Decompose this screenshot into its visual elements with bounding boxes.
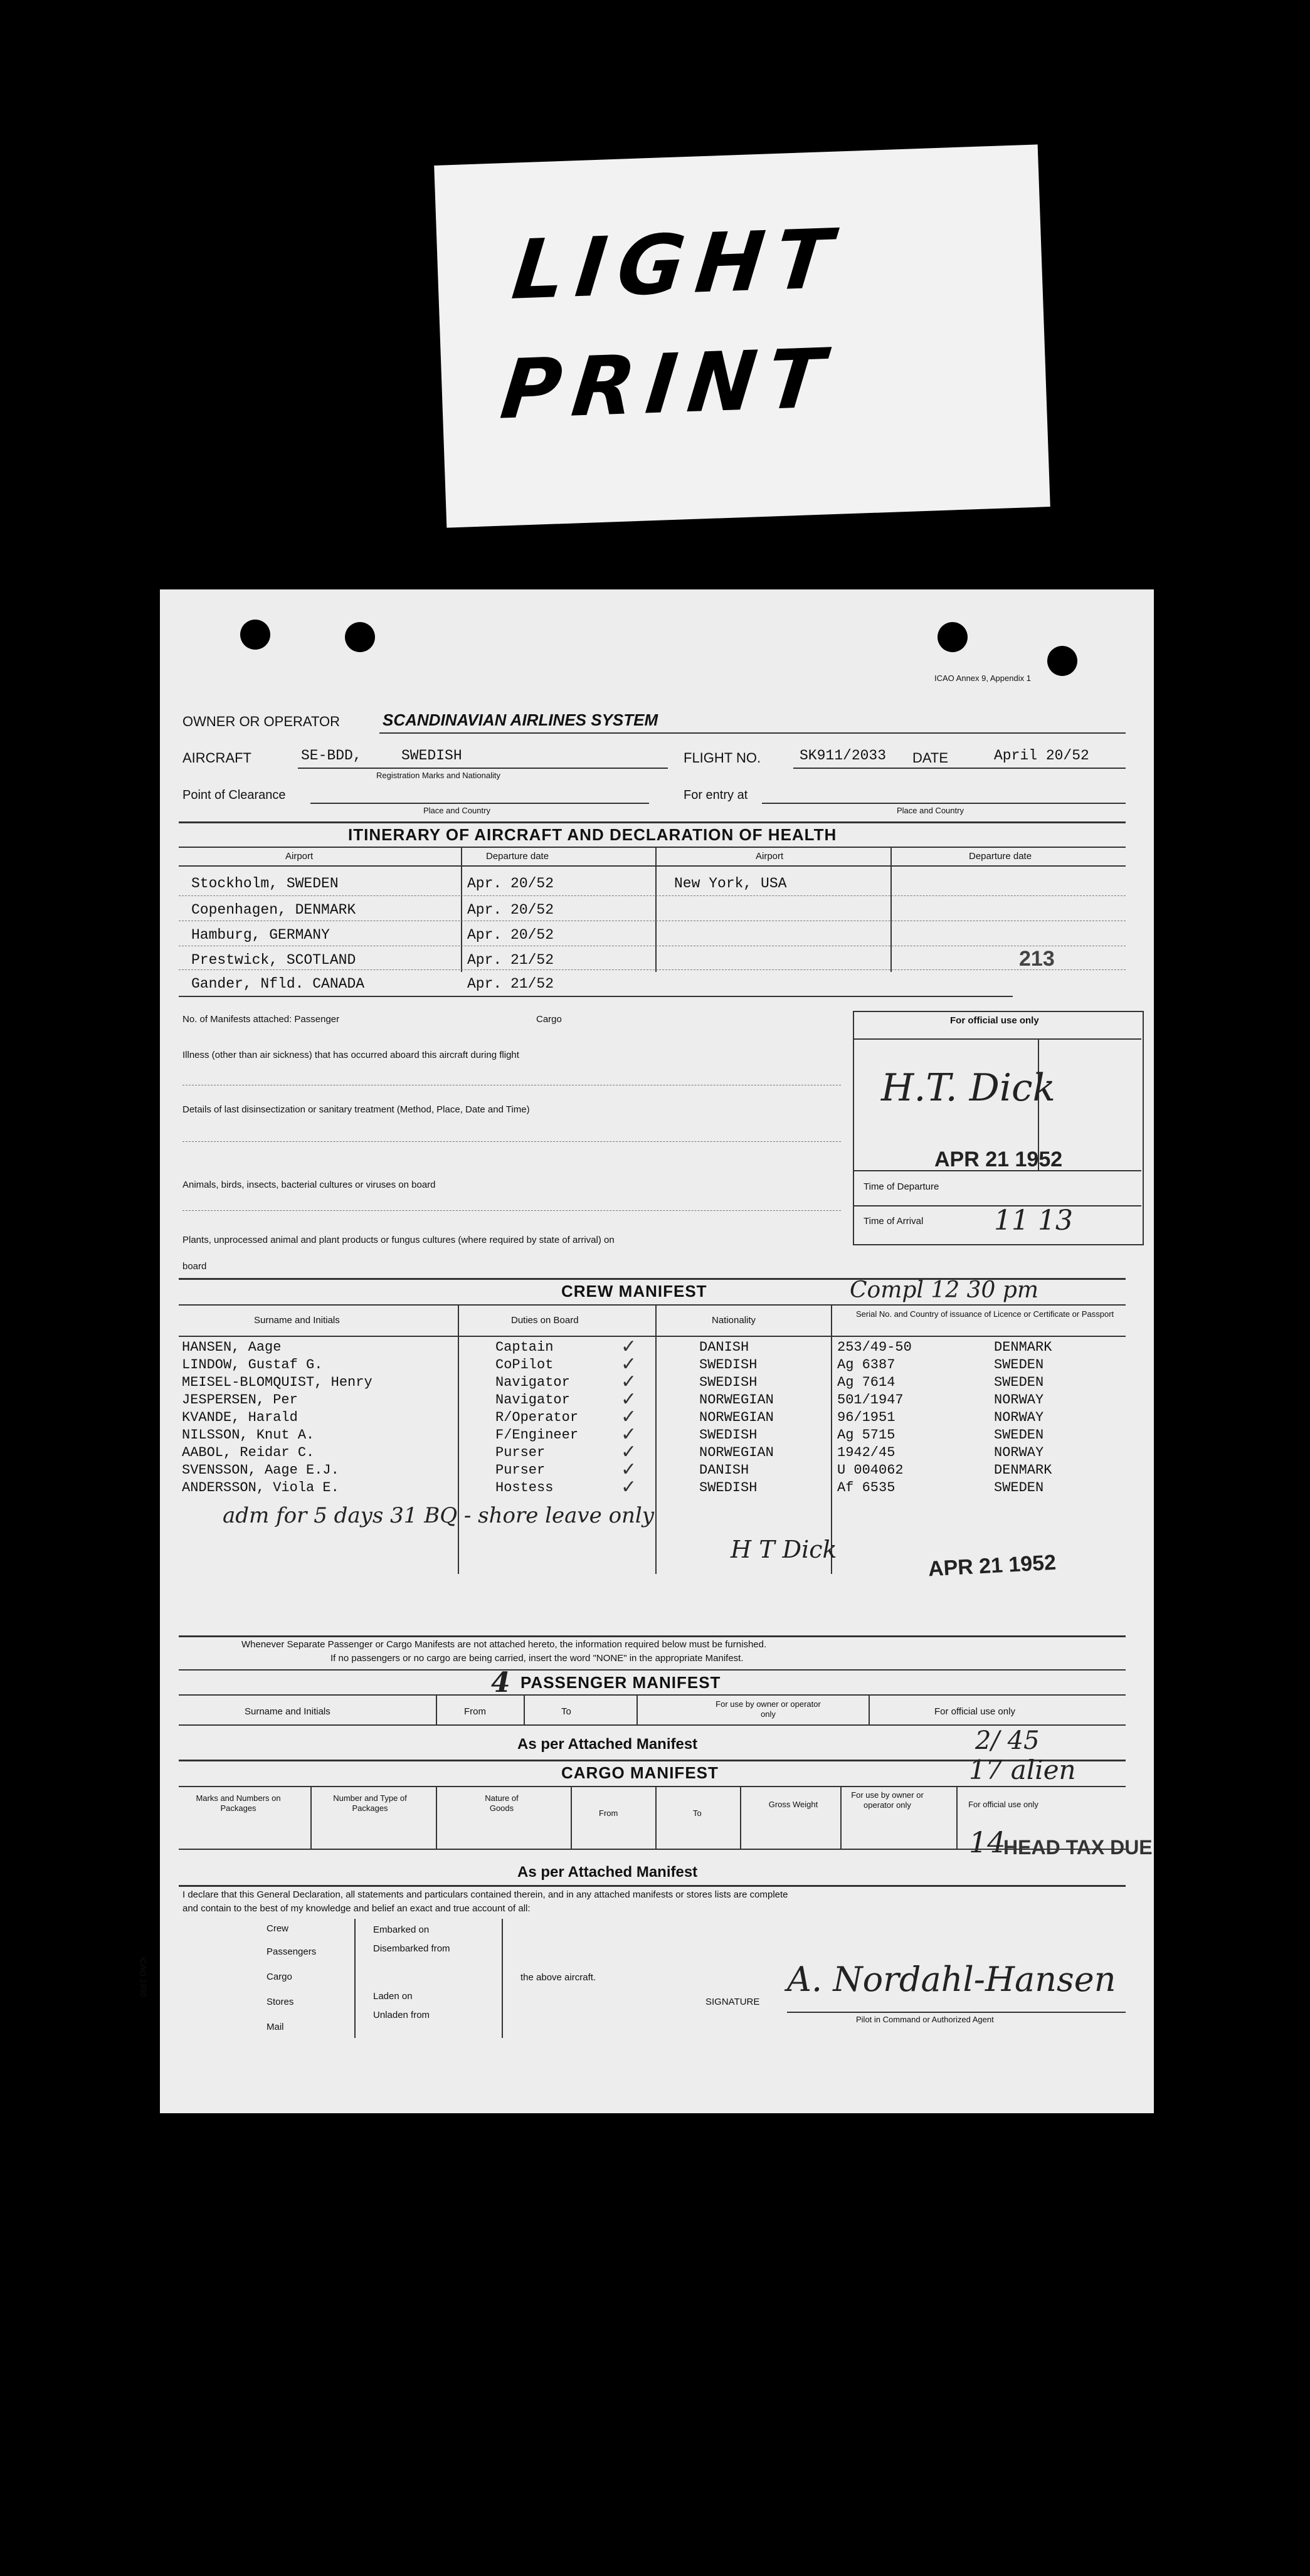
crew-nationality: NORWEGIAN [699,1392,774,1408]
crew-name: ANDERSSON, Viola E. [182,1480,339,1496]
itin-number: 213 [1019,947,1055,971]
itinerary-title: ITINERARY OF AIRCRAFT AND DECLARATION OF HEALTH [348,825,837,844]
rule [179,847,1126,848]
crew-country: NORWAY [994,1410,1044,1425]
decl-above-aircraft: the above aircraft. [520,1972,596,1983]
rule [179,821,1126,823]
pax-header-name: Surname and Initials [245,1706,330,1717]
crew-country: SWEDEN [994,1375,1044,1390]
card-line-2: PRINT [496,330,840,438]
rule [179,1669,1126,1671]
declaration-text-2: and contain to the best of my knowledge and belief an exact and true account of all: [182,1903,531,1914]
check-mark: ✓ [621,1389,637,1410]
crew-name: KVANDE, Harald [182,1410,298,1425]
itin-airport: Prestwick, SCOTLAND [191,952,356,968]
crew-header-name: Surname and Initials [254,1315,340,1326]
board-label: board [182,1261,207,1272]
punch-hole [240,620,270,650]
crew-nationality: DANISH [699,1339,749,1355]
rule [310,803,649,804]
decl-embarked: Embarked on [373,1924,430,1935]
date-value: April 20/52 [994,747,1089,764]
crew-country: SWEDEN [994,1480,1044,1496]
crew-serial: U 004062 [837,1462,904,1478]
crew-country: NORWAY [994,1392,1044,1408]
rule [740,1786,741,1849]
rule [853,1038,1141,1040]
decl-cargo: Cargo [267,1972,292,1982]
rule [890,847,892,972]
decl-crew: Crew [267,1923,289,1934]
pax-header-to: To [561,1706,571,1717]
place-caption-2: Place and Country [897,806,964,815]
rule [853,1170,1141,1171]
rule [298,768,668,769]
crew-duty: Captain [495,1339,554,1355]
cargo-header-weight: Gross Weight [768,1800,818,1809]
official-label: For official use only [950,1015,1039,1026]
punch-hole [1047,646,1077,676]
owner-label: OWNER OR OPERATOR [182,714,340,729]
itin-airport: Hamburg, GERMANY [191,927,330,943]
crew-name: LINDOW, Gustaf G. [182,1357,323,1373]
arrival-stamp: APR 21 1952 [934,1148,1063,1171]
card-line-1: LIGHT [508,211,848,319]
time-arrival-label: Time of Arrival [864,1216,924,1227]
rule [179,1336,1126,1337]
rule [458,1304,459,1574]
itin-airport: Gander, Nfld. CANADA [191,976,365,992]
rule [179,1724,1126,1726]
itin-date: Apr. 21/52 [467,976,554,992]
crew-nationality: SWEDISH [699,1357,758,1373]
cargo-title: CARGO MANIFEST [561,1763,719,1782]
decl-mail: Mail [267,2022,284,2032]
pilot-caption: Pilot in Command or Authorized Agent [856,2015,994,2024]
check-mark: ✓ [621,1407,637,1427]
rule [179,1786,1126,1787]
crew-name: HANSEN, Aage [182,1339,282,1355]
whenever-note-2: If no passengers or no cargo are being carried, insert the word "NONE" in the appropriate Manifest. [330,1653,744,1664]
cargo-header-marks: Marks and Numbers on Packages [196,1793,281,1813]
rule [436,1694,437,1724]
crew-name: SVENSSON, Aage E.J. [182,1462,339,1478]
light-print-card [434,144,1050,527]
plants-label: Plants, unprocessed animal and plant products or fungus cultures (where required by state of arrival) on [182,1235,615,1245]
crew-nationality: NORWEGIAN [699,1445,774,1460]
rule [655,1786,657,1849]
rule [655,1304,657,1574]
crew-nationality: DANISH [699,1462,749,1478]
crew-stamp: APR 21 1952 [927,1550,1057,1581]
itin-header-airport-2: Airport [756,851,784,862]
rule [179,865,1126,867]
crew-nationality: SWEDISH [699,1375,758,1390]
pax-count: 4 [491,1667,510,1699]
rule [655,847,657,972]
pax-handwriting: 2/ 45 [975,1726,1040,1755]
itin-date: Apr. 21/52 [467,952,554,968]
crew-serial: 96/1951 [837,1410,895,1425]
itin-destination: New York, USA [674,875,787,892]
rule [840,1786,842,1849]
check-mark: ✓ [621,1354,637,1375]
owner-value: SCANDINAVIAN AIRLINES SYSTEM [383,710,658,729]
crew-note: Compl 12 30 pm [850,1277,1039,1303]
entry-label: For entry at [684,788,748,802]
crew-duty: Purser [495,1445,546,1460]
aircraft-reg: SE-BDD, [301,747,362,764]
side-code: ICAO 1950 [139,1956,148,1997]
cargo-attached: As per Attached Manifest [517,1864,698,1881]
annex-ref: ICAO Annex 9, Appendix 1 [934,673,1031,683]
crew-nationality: SWEDISH [699,1427,758,1443]
rule [436,1786,437,1849]
check-mark: ✓ [621,1442,637,1462]
rule [182,1210,841,1211]
check-mark: ✓ [621,1459,637,1480]
cargo-handwriting-2: 14 [969,1825,1006,1859]
rule [787,2012,1126,2013]
illness-label: Illness (other than air sickness) that has occurred aboard this aircraft during flight [182,1050,519,1060]
check-mark: ✓ [621,1371,637,1392]
cargo-header-official: For official use only [968,1800,1038,1809]
crew-country: DENMARK [994,1339,1052,1355]
rule [179,1849,1126,1850]
rule [637,1694,638,1724]
crew-duty: F/Engineer [495,1427,579,1443]
rule [869,1694,870,1724]
rule [179,1885,1126,1887]
pax-title: PASSENGER MANIFEST [520,1673,721,1692]
crew-serial: Ag 6387 [837,1357,895,1373]
decl-unladen: Unladen from [373,2010,430,2020]
reg-caption: Registration Marks and Nationality [376,771,500,780]
clearance-label: Point of Clearance [182,788,286,802]
manifests-label: No. of Manifests attached: Passenger [182,1014,340,1025]
rule [379,732,1126,734]
general-declaration-form [139,589,1154,2113]
crew-name: AABOL, Reidar C. [182,1445,315,1460]
rule [524,1694,525,1724]
crew-duty: Navigator [495,1375,570,1390]
crew-serial: 501/1947 [837,1392,904,1408]
time-arrival-value: 11 13 [994,1205,1073,1237]
rule [179,996,1013,997]
flight-label: FLIGHT NO. [684,750,761,766]
crew-duty: R/Operator [495,1410,579,1425]
cargo-header-owner: For use by owner or operator only [851,1790,924,1810]
crew-handwriting: adm for 5 days 31 BQ - shore leave only [223,1503,655,1528]
crew-country: SWEDEN [994,1427,1044,1443]
crew-name: JESPERSEN, Per [182,1392,298,1408]
pax-attached: As per Attached Manifest [517,1736,698,1753]
crew-duty: Navigator [495,1392,570,1408]
crew-serial: Ag 7614 [837,1375,895,1390]
itin-airport: Stockholm, SWEDEN [191,875,339,892]
check-mark: ✓ [621,1424,637,1445]
crew-duty: Purser [495,1462,546,1478]
signature: A. Nordahl-Hansen [787,1960,1116,1999]
crew-duty: CoPilot [495,1357,554,1373]
crew-name: MEISEL-BLOMQUIST, Henry [182,1375,372,1390]
rule [762,803,1126,804]
rule [461,847,462,972]
place-caption: Place and Country [423,806,490,815]
pax-header-from: From [464,1706,486,1717]
crew-handwriting-2: H T Dick [731,1536,837,1563]
crew-header-serial: Serial No. and Country of issuance of Licence or Certificate or Passport [856,1309,1114,1319]
disinsect-label: Details of last disinsectization or sanitary treatment (Method, Place, Date and Time) [182,1104,530,1115]
crew-nationality: SWEDISH [699,1480,758,1496]
cargo-handwriting: 17 alien [969,1755,1076,1785]
aircraft-label: AIRCRAFT [182,750,251,766]
cargo-header-from: From [599,1808,618,1818]
crew-country: NORWAY [994,1445,1044,1460]
crew-name: NILSSON, Knut A. [182,1427,315,1443]
pax-header-official: For official use only [934,1706,1015,1717]
rule [179,1694,1126,1696]
crew-serial: Af 6535 [837,1480,895,1496]
rule [793,768,1126,769]
crew-serial: Ag 5715 [837,1427,895,1443]
crew-duty: Hostess [495,1480,554,1496]
crew-title: CREW MANIFEST [561,1282,707,1301]
pax-header-owner: For use by owner or operator only [716,1699,821,1719]
date-label: DATE [912,750,949,766]
declaration-text: I declare that this General Declaration, all statements and particulars contained therein, and in any attached manifests or stores lists are complete [182,1889,788,1900]
cargo-label: Cargo [536,1014,562,1025]
itin-airport: Copenhagen, DENMARK [191,902,356,918]
crew-header-nationality: Nationality [712,1315,756,1326]
crew-serial: 253/49-50 [837,1339,912,1355]
crew-country: SWEDEN [994,1357,1044,1373]
rule [179,895,1126,896]
itin-header-date: Departure date [486,851,549,862]
crew-serial: 1942/45 [837,1445,895,1460]
decl-disembarked: Disembarked from [373,1943,450,1954]
time-departure-label: Time of Departure [864,1181,939,1192]
check-mark: ✓ [621,1336,637,1357]
whenever-note: Whenever Separate Passenger or Cargo Manifests are not attached hereto, the information required below must be furnished. [241,1639,767,1650]
itin-date: Apr. 20/52 [467,875,554,892]
rule [179,1304,1126,1306]
animals-label: Animals, birds, insects, bacterial cultures or viruses on board [182,1180,436,1190]
rule [310,1786,312,1849]
rule [182,1141,841,1142]
rule [831,1304,832,1574]
official-signature: H.T. Dick [881,1066,1055,1110]
itin-header-airport: Airport [285,851,314,862]
rule [179,1635,1126,1637]
punch-hole [938,622,968,652]
check-mark: ✓ [621,1477,637,1497]
decl-stores: Stores [267,1997,294,2007]
cargo-header-number: Number and Type of Packages [333,1793,407,1813]
itin-header-date-2: Departure date [969,851,1032,862]
aircraft-nat: SWEDISH [401,747,462,764]
punch-hole [345,622,375,652]
signature-label: SIGNATURE [705,1997,760,2007]
cargo-header-to: To [693,1808,702,1818]
decl-laden: Laden on [373,1991,413,2002]
itin-date: Apr. 20/52 [467,927,554,943]
rule [571,1786,572,1849]
rule [956,1786,958,1849]
cargo-header-nature: Nature of Goods [485,1793,519,1813]
crew-country: DENMARK [994,1462,1052,1478]
flight-value: SK911/2033 [800,747,887,764]
crew-nationality: NORWEGIAN [699,1410,774,1425]
itin-date: Apr. 20/52 [467,902,554,918]
rule [179,969,1126,970]
rule [502,1919,503,2038]
rule [354,1919,356,2038]
head-tax-stamp: HEAD TAX DUE [1003,1836,1153,1859]
decl-passengers: Passengers [267,1946,317,1957]
crew-header-duties: Duties on Board [511,1315,579,1326]
